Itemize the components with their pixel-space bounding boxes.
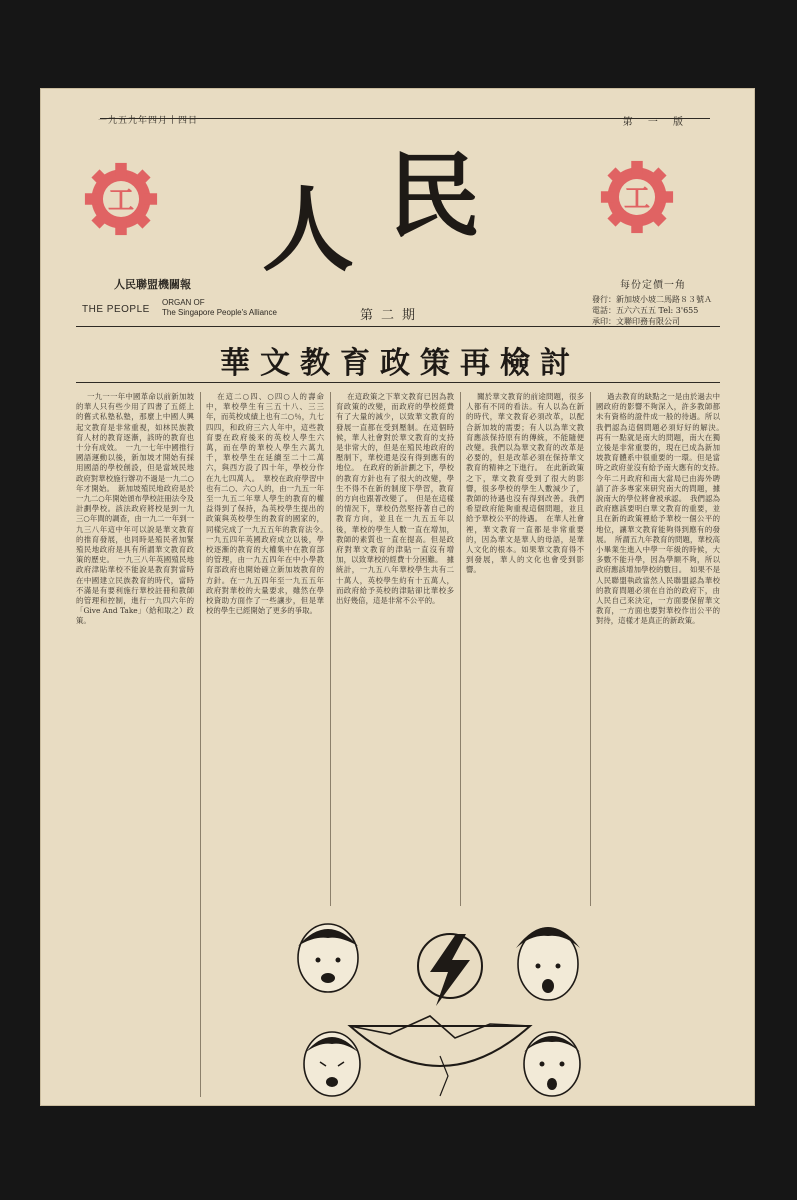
newspaper-page — [40, 88, 755, 1106]
shocked-face-icon — [524, 1032, 580, 1096]
gear-logo-left — [80, 158, 162, 240]
article-column-3: 在這政策之下華文教育已因為教育政策的改變，而政府的學校經費有了大量的減少，以致華文教育的發展一直都在受到壓制。在這個時候，華人社會對於華文教育的支持是非常大的，但是在殖民地政府的壓制下，華校還是沒有得到應有的地位。 在政府的新計劃之下，學校的教育方針也有了很大的改變，學生不得不在新的制度下學習，教育的方向也跟著改變了。 但是在這樣的情況下，華校仍然堅持著自己的教育方向，並且在一九五五年以後，華校的學生人數一直在增加，教師的素質也一直在提高。但是政府對華文教育的津貼一直沒有增加，以致華校的經費十分困難。 據統計，一九五八年華校學生共有二十萬人，英校學生約有十五萬人，而政府給予英校的津貼卻比華校多出好幾倍，這是非常不公平的。 — [336, 392, 454, 606]
publisher-info: 發行：新加坡小坡二馬路８３號Ａ 電話：五六六五五 Tel: 3'655 承印：文聯印務有限公司 — [592, 295, 712, 326]
masthead-char-1: 人 — [262, 176, 355, 284]
organ-label-en-detail: ORGAN OF The Singapore People's Alliance — [162, 298, 277, 317]
logo-glyph: 工 — [623, 183, 651, 214]
organ-label-en: THE PEOPLE — [82, 304, 150, 315]
headline-rule — [76, 382, 720, 383]
article-column-1: 一九一一年中國革命以前新加坡的華人只有些少用了四書了五經上的舊式私塾私塾，那麼上中國人興起文教育是非常重視，如林民族教育人材的教育逐漸，該時的教育也十分有成效。 一九一七年中國推行國語運動以後，新加坡才開始有採用國語的學校創設，但是當域民地政府對華校施行辦功不過是一九二○年才開始。 新加坡殖民地政府是於一九二○年開始頒布學校註冊法令及計劃學校。該法政府將校是到一九三○年間的調查，由一九二一年到一九三八年這中年可以說是華文教育的推育發展，也同時是殖民者加緊殖民地政府是具有所謂華文教育政策的歷史。 一九三八年英國殖民地政府津貼華校不能說是教育對當時在中國建立民族教育的時代，當時不滿是有要利施行華校註冊和教師的管理和控制，進行一九四六年的「Give And Take」（給和取之）政策。 — [76, 392, 194, 626]
top-border — [0, 0, 797, 16]
logo-glyph: 工 — [107, 185, 135, 216]
article-column-4: 關於華文教育的前途問題，很多人都有不同的看法。有人以為在新的時代，華文教育必須改革，以配合新加坡的需要；有人以為華文教育應該保持原有的傳統，不能隨便改變。我們以為華文教育的改革是必要的，但是改革必須在保持華文教育的精神之下進行。 在此新政策之下，華文教育受到了很大的影響，很多學校的學生人數減少了，教師的待遇也沒有得到改善。我們希望政府能夠重視這個問題，並且給予華校公平的待遇。 在華人社會裡，華文教育一直都是非常重要的，因為華文是華人的母語，是華人文化的根本。如果華文教育得不到發展，華人的文化也會受到影響。 — [466, 392, 584, 575]
date-rule — [100, 118, 710, 119]
masthead-char-2: 民 — [388, 142, 481, 250]
issue-date: 一九五九年四月十四日 — [98, 116, 199, 126]
article-column-2: 在這二○四、○四○人的壽命中，華校學生有三五十八、三三年，而英校成績上也有二○％，九七四四，和政府三六人年中，這些教育要在政府後來的英校人學生六萬，而在學的華校人學生六萬九千，華校學生在延續至二十二萬六，與西方設了四十年，學校分作在九七四萬人。 華校在政府學習中也有二○、六○人的，由一九五一年至一九五二年華人學生的教育的權益得到了保持，為英校學生提出的政策與英校學生的教育的國家的，同樣完成了一九五五年的教育法令。 一九五四年英國政府成立以後，學校逐漸的教育的大權集中在教育部的管理，由一九五四年在中小學教育部政府也開始確立新加坡教育的方針。在一九五四年至一九五五年政府對華校的大量要求，雖然在學校資助方面作了一些讓步，但是華校的學生已經開始了更多的爭取。 — [206, 392, 332, 616]
bottom-border — [0, 1174, 797, 1200]
issue-number: 第二期 — [360, 308, 424, 323]
article-column-5: 過去教育的缺點之一是由於過去中國政府的影響不夠深入，許多教師都未有資格的證件成一般的待遇。所以我們認為這個問題必須好好的解決。 再有一點就是南大的問題，南大在獨立後是非常重要的，現在已成為新加坡教育體系中很重要的一環。但是當時之政府並沒有給予南大應有的支持。 今年二月政府和南大當局已由海外聘請了許多專家來研究南大的問題，據說南大的學位將會被承認。 我們認為政府應該要明白華文教育的重要，並且在新的政策裡給予華校一個公平的地位，讓華文教育能夠得到應有的發展。 所謂五九年教育的問題，華校高小畢業生進入中學一年級的時候，大多數不能升學，因為學額不夠，所以政府應該增加學校的數目。 如果不是人民聯盟執政當然人民聯盟認為華校的教育問題必須在自治的政府下，由人民自己來決定，一方面要保留華文教育，一方面也要對華校作出公平的對待，這樣才是真正的新政策。 — [596, 392, 728, 626]
worried-face-icon — [298, 924, 358, 992]
price-label: 每份定價一角 — [620, 280, 686, 291]
page-number: 第 一 版 — [622, 117, 689, 128]
worried-face-icon — [516, 927, 580, 1000]
masthead-rule — [76, 326, 720, 327]
gear-logo-right — [596, 156, 678, 238]
organ-label-cn: 人民聯盟機關報 — [114, 278, 191, 291]
main-headline: 華文教育政策再檢討 — [220, 346, 580, 381]
editorial-cartoon — [280, 906, 598, 1102]
column-divider — [200, 392, 201, 1097]
crying-face-icon — [304, 1032, 360, 1096]
